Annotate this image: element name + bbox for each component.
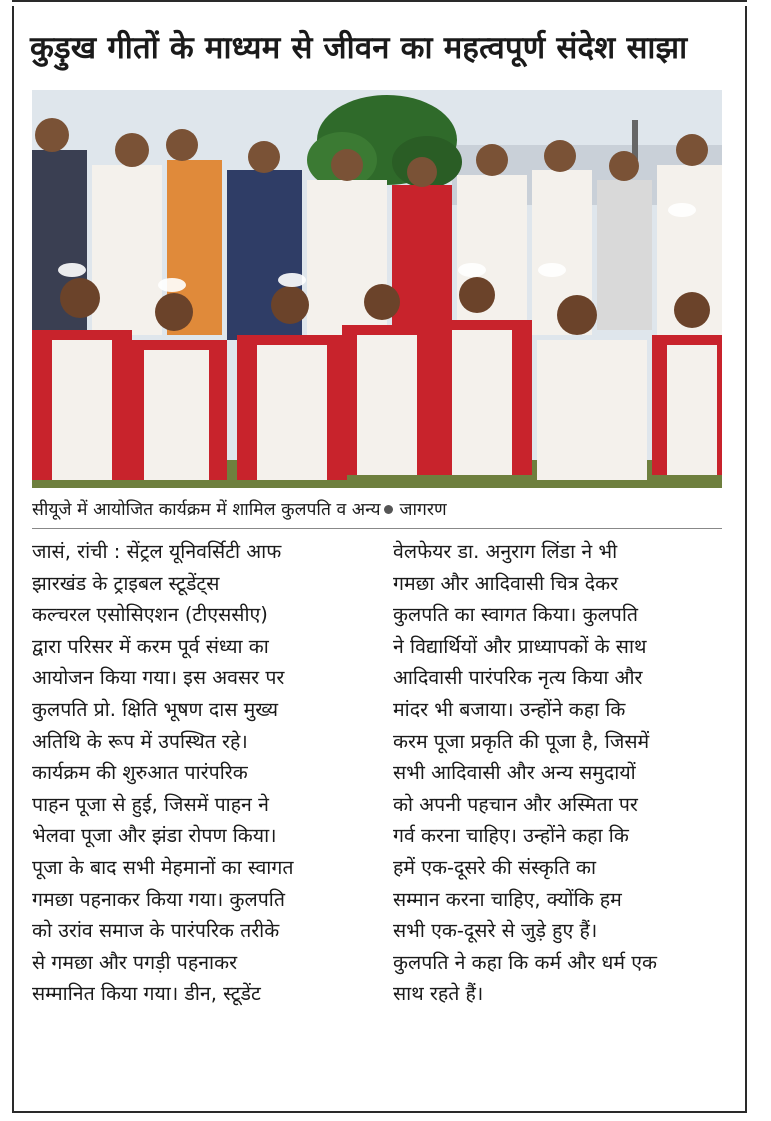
text-line: ने विद्यार्थियों और प्राध्यापकों के साथ	[393, 634, 647, 658]
text-line: कुलपति का स्वागत किया। कुलपति	[393, 603, 639, 627]
text-line: पाहन पूजा से हुई, जिसमें पाहन ने	[32, 792, 269, 816]
text-line: झारखंड के ट्राइबल स्टूडेंट्स	[32, 571, 220, 595]
text-line: द्वारा परिसर में करम पूर्व संध्या का	[32, 634, 269, 658]
text-line: सम्मान करना चाहिए, क्योंकि हम	[393, 887, 622, 911]
text-line: कल्चरल एसोसिएशन (टीएससीए)	[32, 603, 268, 627]
text-line: जासं, रांची : सेंट्रल यूनिवर्सिटी आफ	[32, 540, 282, 563]
text-line: आदिवासी पारंपरिक नृत्य किया और	[393, 666, 643, 690]
caption-credit: जागरण	[399, 500, 447, 520]
group-photo	[32, 90, 722, 488]
headline: कुड़ुख गीतों के माध्यम से जीवन का महत्वपूर्ण संदेश साझा	[30, 30, 688, 66]
text-line: कार्यक्रम की शुरुआत पारंपरिक	[32, 761, 248, 785]
group-photo-illustration	[32, 90, 722, 488]
text-line: को उरांव समाज के पारंपरिक तरीके	[32, 919, 280, 943]
photo-caption	[32, 497, 722, 521]
text-line: गमछा और आदिवासी चित्र देकर	[393, 571, 619, 595]
text-line: आयोजन किया गया। इस अवसर पर	[32, 666, 285, 690]
caption-divider	[32, 528, 722, 529]
article-column-2	[393, 536, 727, 1010]
text-line: को अपनी पहचान और अस्मिता पर	[393, 792, 638, 816]
caption-text: सीयूजे में आयोजित कार्यक्रम में शामिल कुलपति व अन्य	[32, 500, 381, 520]
text-line: सम्मानित किया गया। डीन, स्टूडेंट	[32, 982, 261, 1006]
top-rule	[12, 0, 747, 2]
text-line: पूजा के बाद सभी मेहमानों का स्वागत	[32, 855, 294, 879]
text-line: सभी एक-दूसरे से जुड़े हुए हैं।	[393, 919, 598, 943]
text-line: करम पूजा प्रकृति की पूजा है, जिसमें	[393, 729, 650, 753]
text-line: वेलफेयर डा. अनुराग लिंडा ने भी	[393, 540, 618, 563]
text-line: भेलवा पूजा और झंडा रोपण किया।	[32, 824, 277, 848]
text-line: कुलपति ने कहा कि कर्म और धर्म एक	[393, 950, 658, 974]
text-line: कुलपति प्रो. क्षिति भूषण दास मुख्य	[32, 697, 279, 721]
text-line: अतिथि के रूप में उपस्थित रहे।	[32, 729, 248, 753]
text-line: गर्व करना चाहिए। उन्होंने कहा कि	[393, 824, 629, 848]
bullet-icon	[384, 505, 393, 514]
text-line: मांदर भी बजाया। उन्होंने कहा कि	[393, 697, 626, 721]
article-column-1	[32, 536, 370, 1010]
text-line: गमछा पहनाकर किया गया। कुलपति	[32, 887, 285, 911]
text-line: सभी आदिवासी और अन्य समुदायों	[393, 761, 636, 785]
text-line: से गमछा और पगड़ी पहनाकर	[32, 950, 238, 974]
text-line: साथ रहते हैं।	[393, 982, 484, 1006]
text-line: हमें एक-दूसरे की संस्कृति का	[393, 855, 597, 879]
